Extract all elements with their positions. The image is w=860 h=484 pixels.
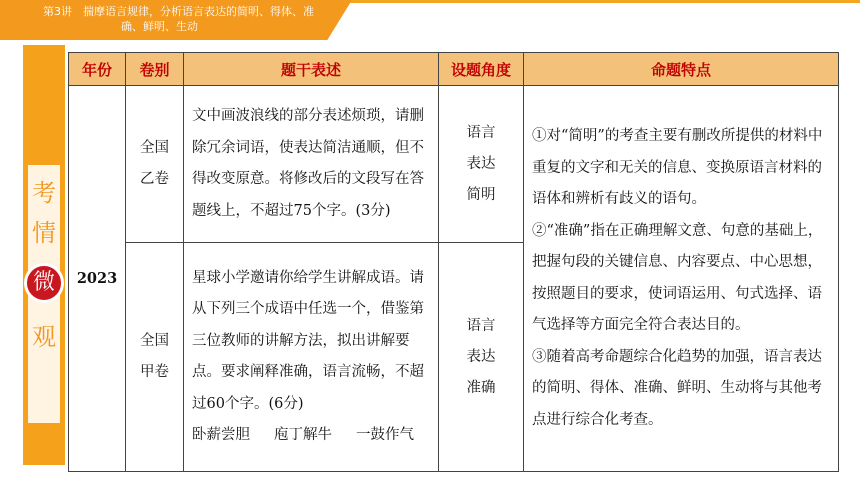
paper-cell (126, 243, 184, 472)
angle-cell (439, 86, 524, 243)
features-cell (524, 86, 839, 472)
table-row (69, 86, 839, 243)
exam-analysis-table (68, 52, 839, 472)
angle-line: 表达 (466, 155, 496, 172)
idiom-option: 卧薪尝胆 (192, 427, 250, 443)
question-text: 文中画波浪线的部分表述烦琐，请删除冗余词语，使表达简洁通顺，但不得改变原意。将修改后的文段写在答题线上，不超过75个字。(3分) (184, 86, 439, 243)
idiom-option: 一鼓作气 (356, 427, 414, 443)
angle-line: 表达 (466, 348, 496, 365)
lesson-title-line1: 第3讲 揣摩语言规律，分析语言表达的简明、得体、准 (43, 5, 314, 18)
sidebar-char-kao: 考 (32, 179, 56, 207)
feature-item: ①对“简明”的考查主要有删改所提供的材料中重复的文字和无关的信息、变换原语言材料的语体和辨析有歧义的语句。 (532, 128, 823, 207)
angle-line: 简明 (466, 186, 496, 203)
header-year: 年份 (69, 53, 126, 86)
idiom-option: 庖丁解牛 (274, 427, 332, 443)
angle-line: 准确 (466, 379, 496, 396)
paper-line: 全国 (140, 333, 169, 349)
question-text: 星球小学邀请你给学生讲解成语。请从下列三个成语中任选一个，借鉴第三位教师的讲解方法，拟出讲解要点。要求阐释准确，语言流畅，不超过60个字。(6分) (192, 269, 424, 412)
year-cell: 2023 (69, 86, 126, 472)
lesson-title (43, 4, 343, 34)
paper-line: 甲卷 (140, 364, 169, 380)
header-angle: 设题角度 (439, 53, 524, 86)
sidebar-char-qing: 情 (32, 219, 56, 247)
table-header-row (69, 53, 839, 86)
paper-cell (126, 86, 184, 243)
lesson-title-line2: 确、鲜明、生动 (121, 20, 198, 33)
angle-cell (439, 243, 524, 472)
paper-line: 全国 (140, 140, 169, 156)
sidebar-panel (23, 45, 65, 465)
angle-line: 语言 (466, 317, 496, 334)
angle-line: 语言 (466, 124, 496, 141)
question-text-cell (184, 243, 439, 472)
feature-item: ③随着高考命题综合化趋势的加强，语言表达的简明、得体、准确、鲜明、生动将与其他考点进行综合化考查。 (532, 348, 822, 428)
sidebar-label-box (28, 165, 60, 423)
idiom-options (192, 420, 430, 452)
sidebar-badge-wei: 微 (24, 263, 64, 303)
header-question: 题干表述 (184, 53, 439, 86)
header-paper: 卷别 (126, 53, 184, 86)
paper-line: 乙卷 (140, 171, 169, 187)
header-features: 命题特点 (524, 53, 839, 86)
sidebar-char-guan: 观 (32, 323, 56, 351)
feature-item: ②“准确”指在正确理解文意、句意的基础上，把握句段的关键信息、内容要点、中心思想，按照题目的要求，使词语运用、句式选择、语气选择等方面完全符合表达目的。 (532, 222, 823, 333)
